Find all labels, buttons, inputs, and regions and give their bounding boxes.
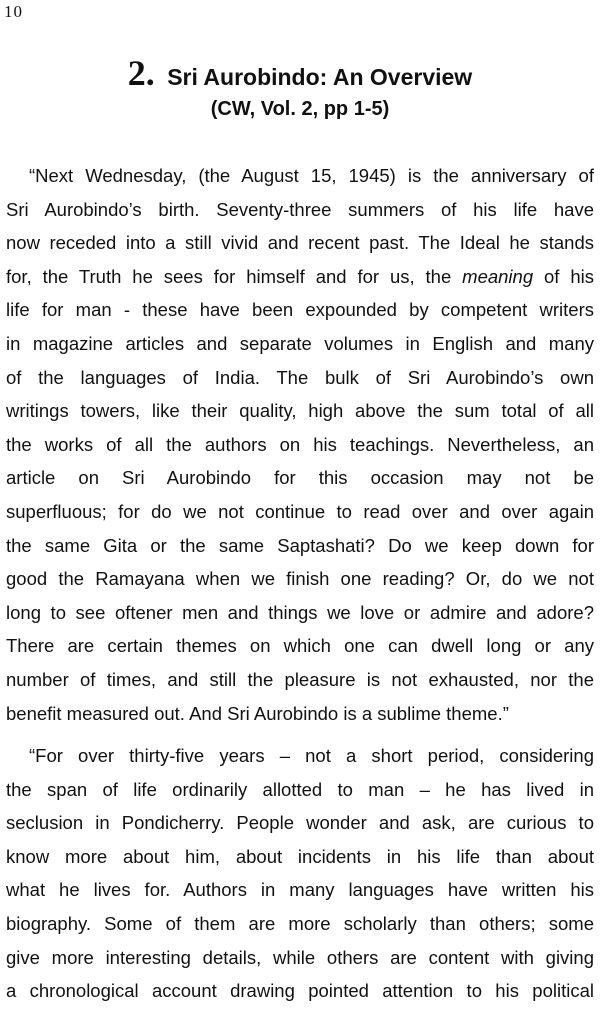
text-run: long to see oftener men and things we love or admire and adore? <box>6 601 594 623</box>
text-run: biography. Some of them are more scholarly than others; some <box>6 913 594 935</box>
text-run: the works of all the authors on his teachings. Nevertheless, an <box>6 433 594 455</box>
text-line <box>6 361 594 395</box>
text-run: the same Gita or the same Saptashati? Do we keep down for <box>6 534 594 556</box>
text-line <box>6 562 594 596</box>
text-run: Sri Aurobindo’s birth. Seventy-three summers of his life have <box>6 198 594 220</box>
text-run: seclusion in Pondicherry. People wonder and ask, are curious to <box>6 812 594 834</box>
text-line <box>6 495 594 529</box>
paragraph <box>6 739 594 1008</box>
text-line <box>6 529 594 563</box>
text-run: superfluous; for do we not continue to read over and over again <box>6 500 594 522</box>
text-line <box>6 974 594 1008</box>
text-run: a chronological account drawing pointed attention to his political <box>6 980 594 1002</box>
text-run: for, the Truth he sees for himself and for us, the <box>6 265 463 287</box>
text-run: life for man - these have been expounded by competent writers <box>6 299 594 321</box>
text-line <box>6 873 594 907</box>
text-run: “Next Wednesday, (the August 15, 1945) is the anniversary of <box>29 165 594 186</box>
text-run: of the languages of India. The bulk of Sri Aurobindo’s own <box>6 366 594 388</box>
text-run: know more about him, about incidents in his life than about <box>6 845 594 867</box>
body-text <box>6 159 594 1008</box>
text-line <box>6 461 594 495</box>
text-run: now receded into a still vivid and recent past. The Ideal he stands <box>6 232 594 254</box>
text-line <box>6 663 594 697</box>
text-line <box>6 159 594 193</box>
text-line <box>6 907 594 941</box>
text-line <box>6 596 594 630</box>
page-number: 10 <box>4 2 23 21</box>
text-run: the span of life ordinarily allotted to man – he has lived in <box>6 778 594 800</box>
text-run: give more interesting details, while others are content with giving <box>6 946 594 968</box>
text-line <box>6 327 594 361</box>
text-line <box>6 226 594 260</box>
text-run: in magazine articles and separate volumes in English and many <box>6 332 594 354</box>
chapter-number: 2. <box>127 53 155 93</box>
text-line <box>6 806 594 840</box>
text-line <box>6 697 594 731</box>
text-line <box>6 293 594 327</box>
text-line <box>6 193 594 227</box>
chapter-title: Sri Aurobindo: An Overview <box>167 64 473 90</box>
text-run: writings towers, like their quality, high above the sum total of all <box>6 400 594 422</box>
text-line <box>6 629 594 663</box>
paragraph-gap <box>6 730 594 739</box>
text-run: good the Ramayana when we finish one reading? Or, do we not <box>6 568 594 590</box>
chapter-reference: (CW, Vol. 2, pp 1-5) <box>210 98 390 120</box>
text-line <box>6 941 594 975</box>
text-line <box>6 428 594 462</box>
text-line <box>6 773 594 807</box>
paragraph <box>6 159 594 730</box>
text-line <box>6 394 594 428</box>
text-run: benefit measured out. And Sri Aurobindo is a sublime theme.” <box>6 702 509 724</box>
text-run: number of times, and still the pleasure is not exhausted, nor the <box>6 668 594 690</box>
text-run: There are certain themes on which one can dwell long or any <box>6 635 594 657</box>
text-line <box>6 739 594 773</box>
text-line <box>6 260 594 294</box>
text-run: article on Sri Aurobindo for this occasion may not be <box>6 467 594 489</box>
text-line <box>6 840 594 874</box>
emphasis-text: meaning <box>462 265 534 287</box>
text-run: “For over thirty-five years – not a short period, considering <box>29 745 594 767</box>
text-run: of his <box>533 265 594 287</box>
chapter-heading <box>0 52 600 94</box>
text-run: what he lives for. Authors in many languages have written his <box>6 879 594 901</box>
